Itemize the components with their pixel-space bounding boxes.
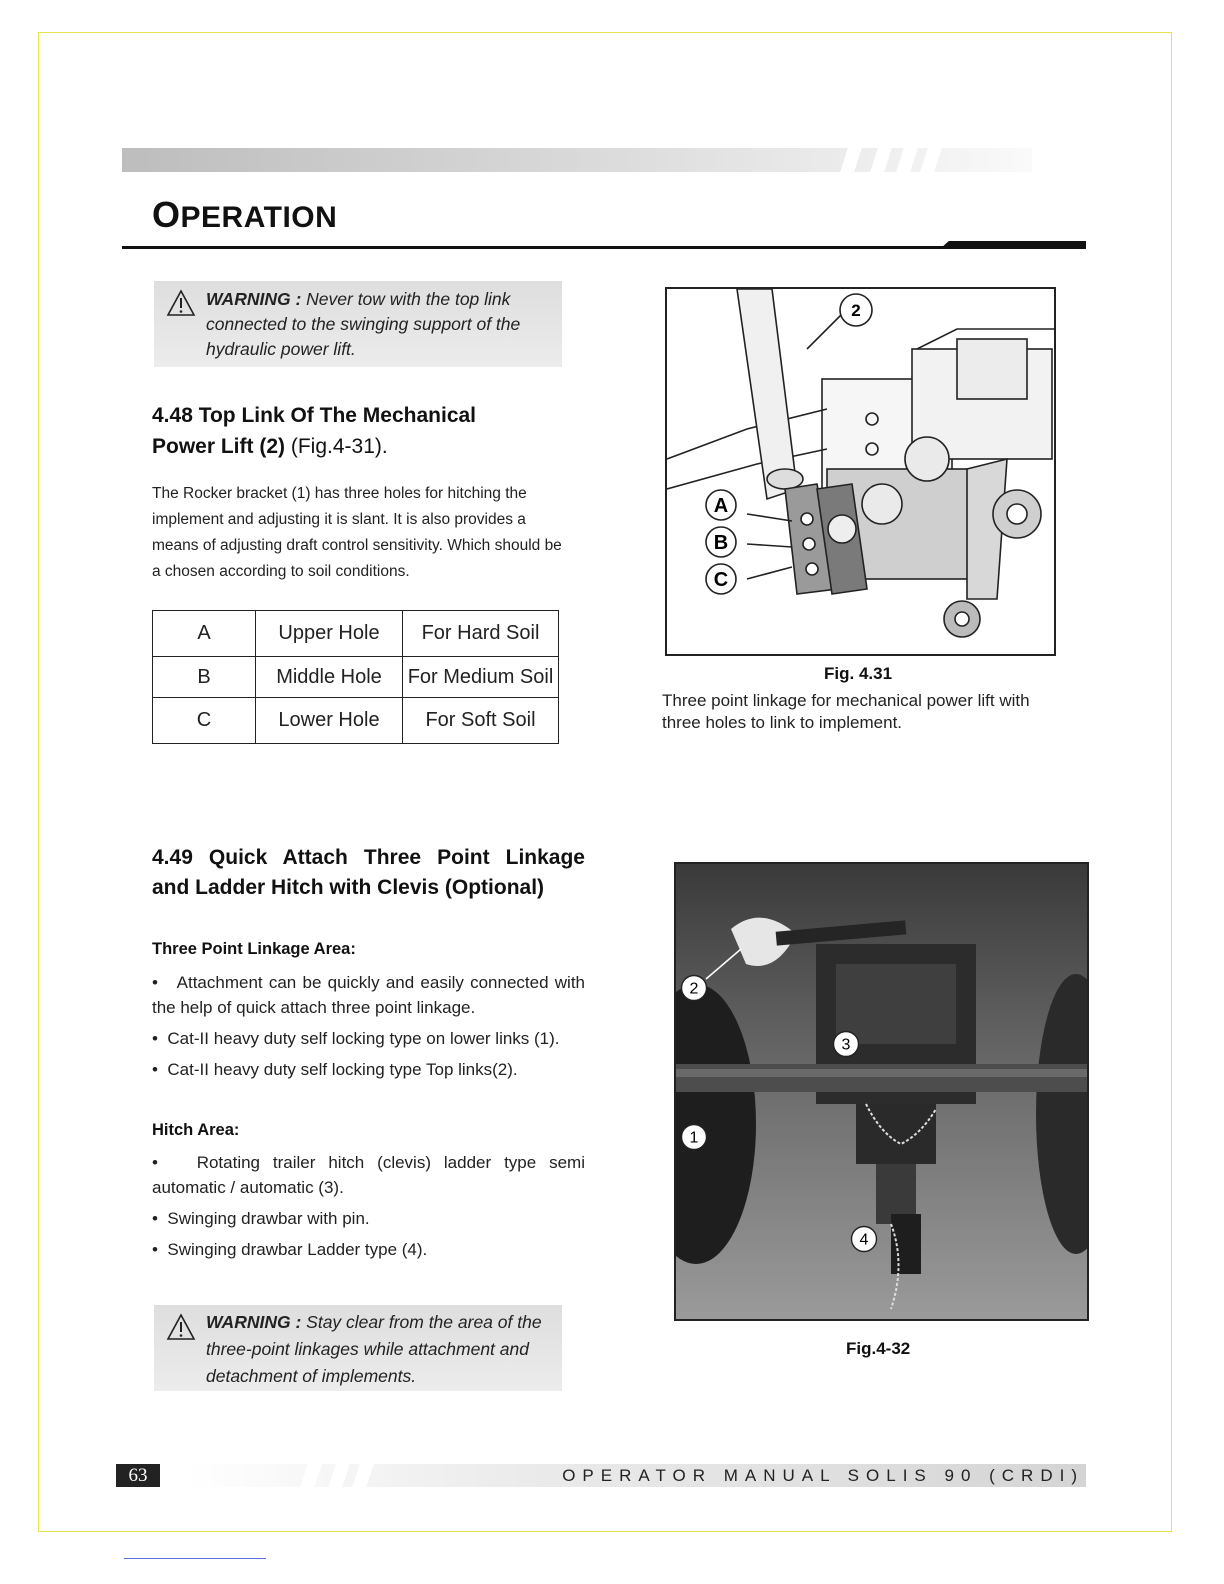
warning-text: Never tow with the top link connected to the swinging support of the hydraulic power lift. xyxy=(206,289,521,359)
warning-triangle-icon xyxy=(166,289,196,317)
page-title: OPERATION xyxy=(152,194,338,235)
three-point-heading: Three Point Linkage Area: xyxy=(152,940,356,958)
callout-2 xyxy=(838,292,874,328)
holes-table xyxy=(152,610,559,744)
svg-text:3: 3 xyxy=(841,1036,851,1054)
figure-4-32-label: Fig.4-32 xyxy=(846,1339,911,1358)
svg-text:4: 4 xyxy=(859,1231,869,1249)
warning-text: Stay clear from the area of the three-point linkages while attachment and detachment of implements. xyxy=(206,1312,542,1386)
callout-a xyxy=(704,488,738,522)
table-row: A Upper Hole For Hard Soil xyxy=(153,611,559,657)
footer-manual-title: OPERATOR MANUAL SOLIS 90 (CRDI) xyxy=(562,1466,1084,1485)
header-band xyxy=(122,148,1032,172)
table-row: C Lower Hole For Soft Soil xyxy=(153,698,559,744)
list-item: • Rotating trailer hitch (clevis) ladder type semi automatic / automatic (3). xyxy=(152,1153,585,1197)
callout-b xyxy=(704,525,738,559)
figure-4-31-caption: Three point linkage for mechanical power lift with three holes to link to implement. xyxy=(662,691,1030,732)
warning-box-linkage xyxy=(154,1305,562,1391)
photo-callout-3 xyxy=(832,1030,860,1058)
warning-box-top-link xyxy=(154,281,562,367)
list-item: • Cat-II heavy duty self locking type Top links(2). xyxy=(152,1060,518,1079)
hitch-photo xyxy=(676,864,1087,1319)
photo-callout-4 xyxy=(850,1225,878,1253)
figure-4-31 xyxy=(665,287,1056,656)
rocker-bracket-illustration xyxy=(667,289,1054,654)
callout-c xyxy=(704,562,738,596)
list-item: • Cat-II heavy duty self locking type on lower links (1). xyxy=(152,1029,560,1048)
warning-label: WARNING : xyxy=(206,1312,302,1332)
list-item: • Attachment can be quickly and easily connected with the help of quick attach three point linkage. xyxy=(152,973,586,1017)
list-item: • Swinging drawbar Ladder type (4). xyxy=(152,1240,428,1259)
svg-text:2: 2 xyxy=(851,301,861,320)
header-rule-tab xyxy=(940,241,1086,249)
hitch-heading: Hitch Area: xyxy=(152,1121,240,1139)
svg-text:1: 1 xyxy=(689,1129,699,1147)
section-449-title-line1: 4.49 Quick Attach Three Point Linkage xyxy=(152,846,585,869)
figure-4-32 xyxy=(674,862,1089,1321)
svg-text:A: A xyxy=(713,495,729,517)
svg-text:C: C xyxy=(713,569,729,591)
figure-4-31-label: Fig. 4.31 xyxy=(824,664,893,683)
page-number: 63 xyxy=(116,1464,160,1487)
section-448-body: The Rocker bracket (1) has three holes for hitching the implement and adjusting it is slant. It is also provides a means of adjusting draft control sensitivity. Which should be a chosen according to soil conditions. xyxy=(152,485,562,580)
table-row: B Middle Hole For Medium Soil xyxy=(153,657,559,698)
warning-triangle-icon xyxy=(166,1313,196,1341)
section-449-title-line2: and Ladder Hitch with Clevis (Optional) xyxy=(152,876,545,899)
svg-text:2: 2 xyxy=(689,980,699,998)
photo-callout-2 xyxy=(680,974,708,1002)
photo-callout-1 xyxy=(680,1123,708,1151)
section-448-title: 4.48 Top Link Of The Mechanical Power Lift (2) (Fig.4-31). xyxy=(152,404,477,458)
list-item: • Swinging drawbar with pin. xyxy=(152,1209,370,1228)
warning-label: WARNING : xyxy=(206,289,302,309)
link-underline xyxy=(124,1558,266,1559)
svg-text:B: B xyxy=(713,532,729,554)
